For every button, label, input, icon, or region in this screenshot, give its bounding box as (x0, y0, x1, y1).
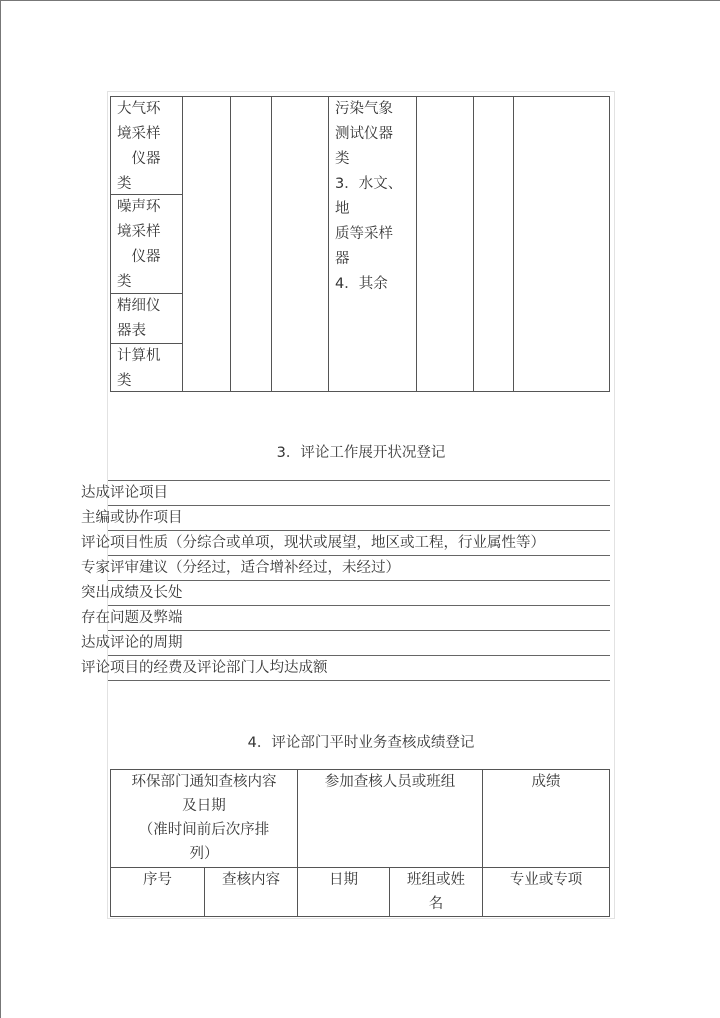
table-cell (416, 96, 474, 392)
list-item: 专家评审建议（分经过，适合增补经过，未经过） (81, 560, 400, 576)
section-3-title: 3．评论工作展开状况登记 (276, 445, 446, 461)
table-header-cell: 班组或姓 名 (389, 867, 483, 917)
divider (108, 655, 610, 656)
divider (108, 530, 610, 531)
divider (108, 555, 610, 556)
table-cell (513, 96, 610, 392)
list-item: 主编或协作项目 (81, 510, 183, 526)
table-cell (271, 96, 329, 392)
list-item: 存在问题及弊端 (81, 610, 183, 626)
list-item: 突出成绩及长处 (81, 585, 183, 601)
list-item: 评论项目性质（分综合或单项，现状或展望，地区或工程，行业属性等） (81, 535, 545, 551)
divider (108, 480, 610, 481)
list-item: 达成评论的周期 (81, 635, 183, 651)
table-header-cell: 参加查核人员或班组 (297, 769, 483, 868)
table-cell: 噪声环 境采样 仪器 类 (110, 194, 183, 294)
table-cell (182, 96, 231, 392)
table-cell: 精细仪 器表 (110, 293, 183, 344)
list-item: 达成评论项目 (81, 485, 168, 501)
table-cell: 污染气象 测试仪器 类 3．水文、 地 质等采样 器 4．其余 (328, 96, 417, 392)
table-cell: 大气环 境采样 仪器 类 (110, 96, 183, 195)
divider (108, 680, 610, 681)
table-header-cell: 日期 (297, 867, 390, 917)
divider (108, 630, 610, 631)
divider (108, 580, 610, 581)
table-cell (230, 96, 272, 392)
table-header-cell: 查核内容 (204, 867, 298, 917)
list-item: 评论项目的经费及评论部门人均达成额 (81, 660, 328, 676)
table-header-cell: 专业或专项 (482, 867, 610, 917)
table-header-cell: 序号 (110, 867, 205, 917)
table-cell (473, 96, 514, 392)
divider (108, 505, 610, 506)
table-header-cell: 成绩 (482, 769, 610, 868)
divider (108, 605, 610, 606)
table-header-cell: 环保部门通知查核内容 及日期 （准时间前后次序排 列） (110, 769, 298, 868)
section-4-title: 4．评论部门平时业务查核成绩登记 (247, 735, 475, 751)
table-cell: 计算机 类 (110, 343, 183, 392)
